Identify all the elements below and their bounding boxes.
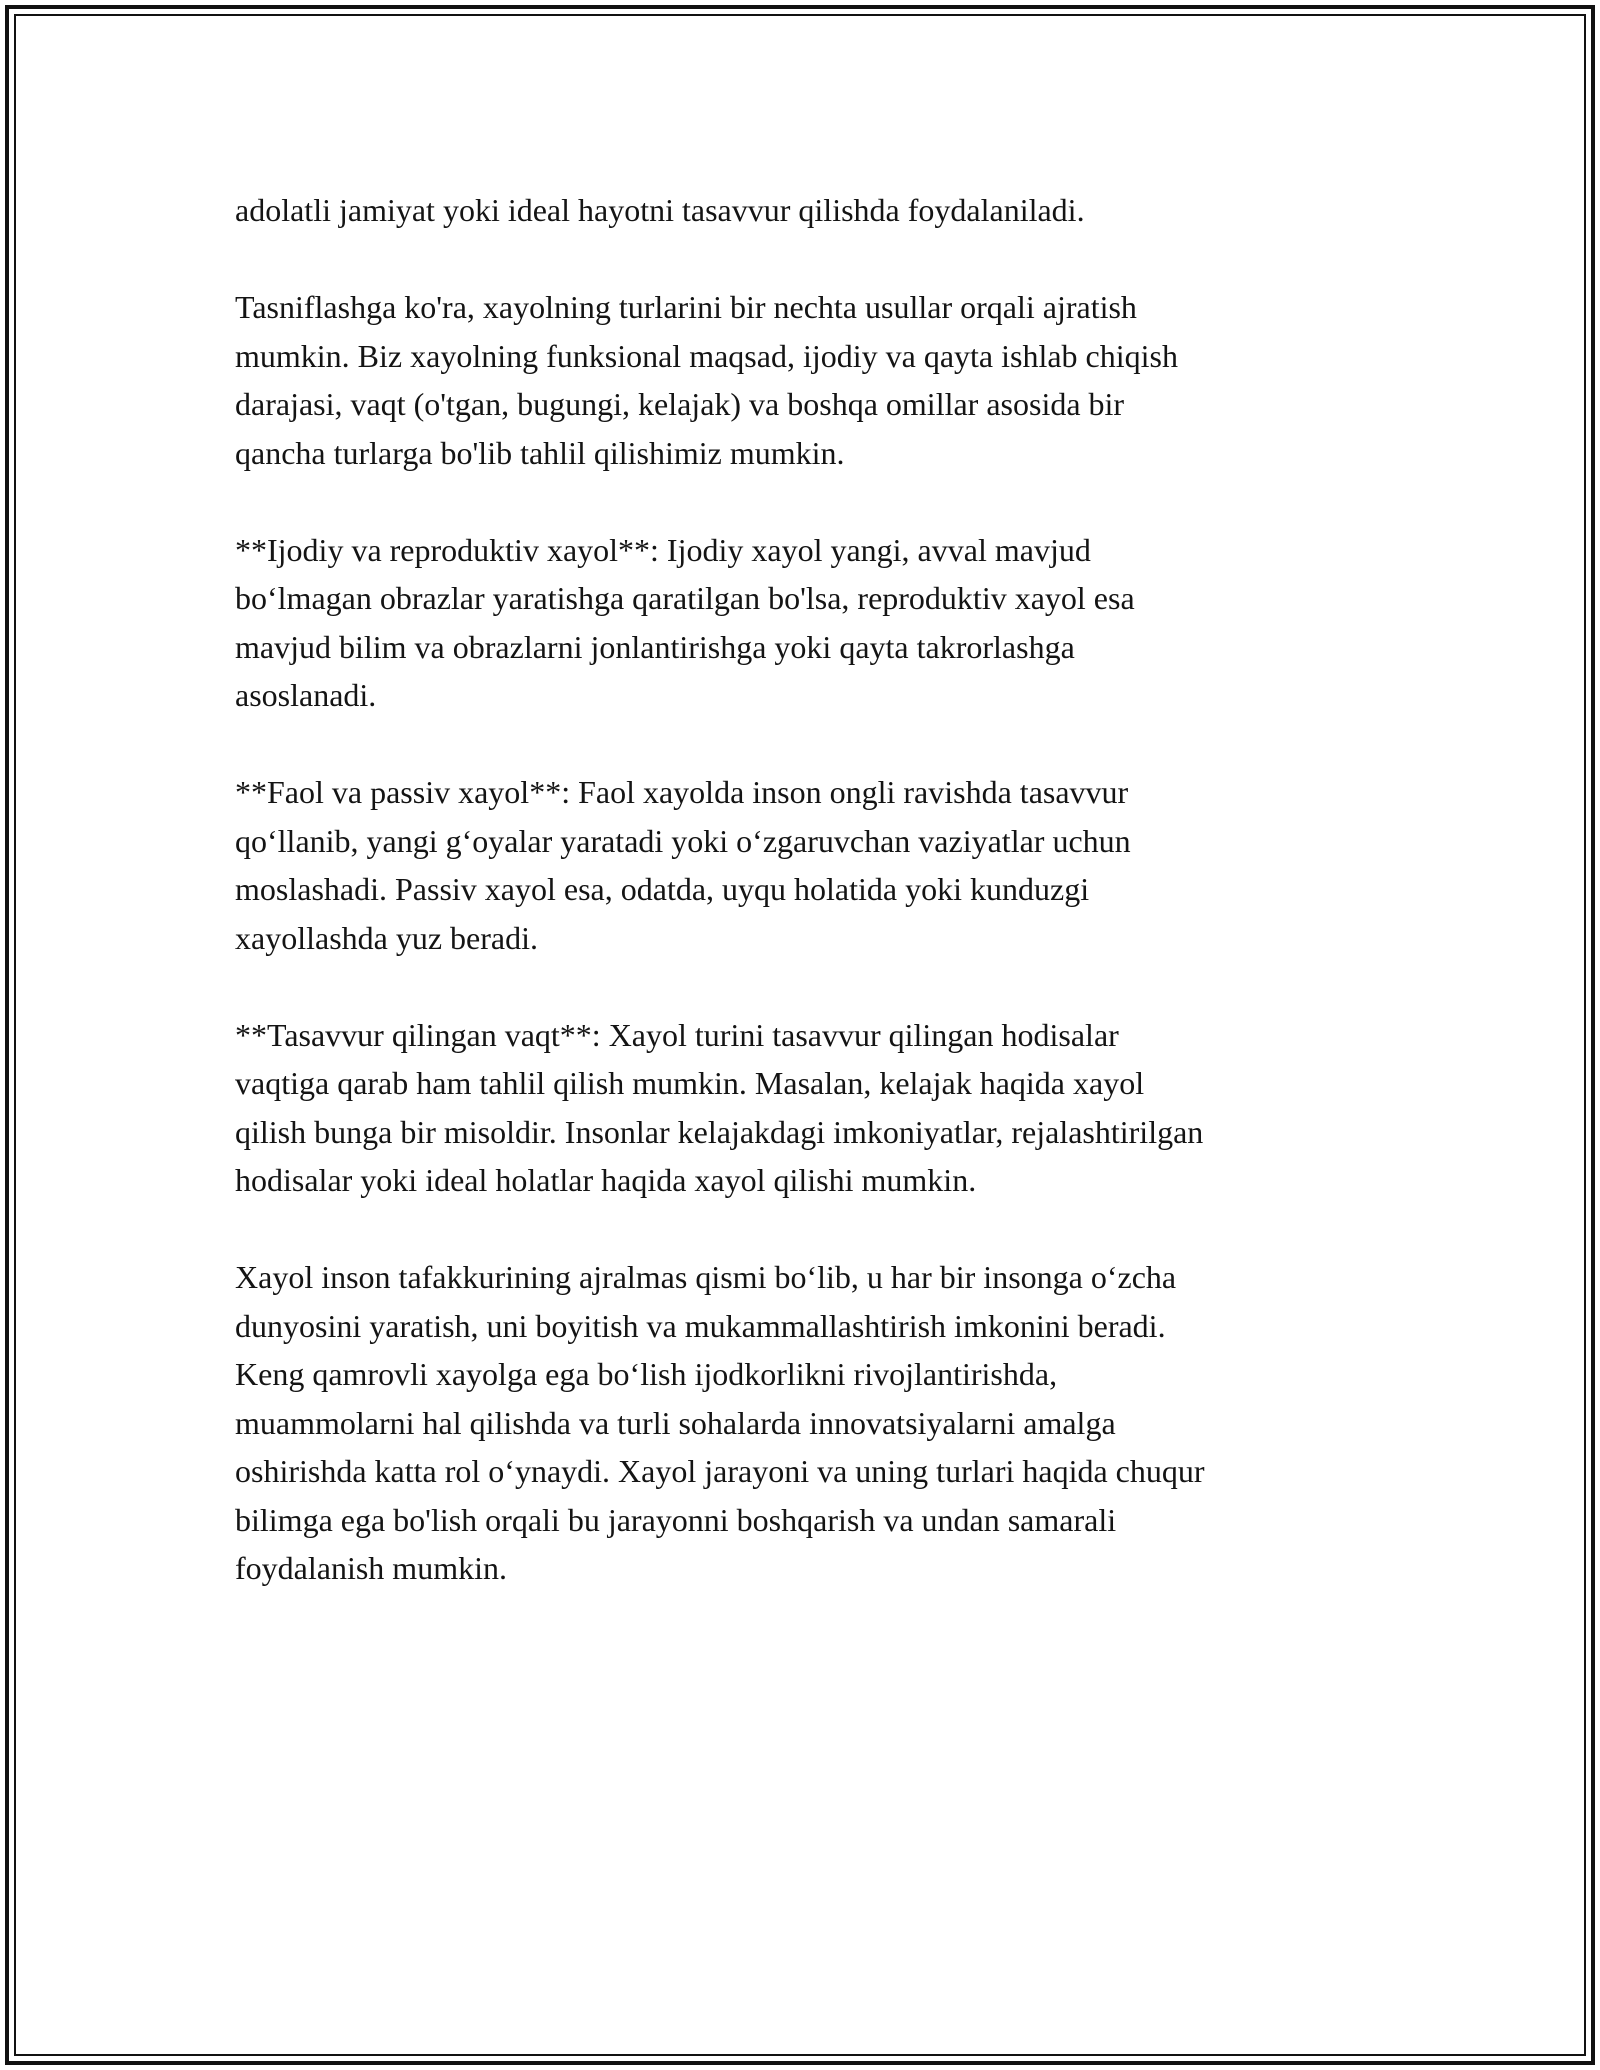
- paragraph-creative-reproductive: **Ijodiy va reproduktiv xayol**: Ijodiy xayol yangi, avval mavjud bo‘lmagan obrazlar yaratishga qaratilgan bo'lsa, reproduktiv xayol esa mavjud bilim va obrazlarni jonlantirishga yoki qayta takrorlashga asoslanadi.: [235, 531, 1135, 713]
- document-body: [235, 186, 1355, 1641]
- paragraph-imagined-time: **Tasavvur qilingan vaqt**: Xayol turini tasavvur qilingan hodisalar vaqtiga qarab ham tahlil qilish mumkin. Masalan, kelajak haqida xayol qilish bunga bir misoldir. Insonlar kelajakdagi imkoniyatlar, rejalashtirilgan hodisalar yoki ideal holatlar haqida xayol qilishi mumkin.: [235, 1016, 1204, 1198]
- paragraph-intro-continuation: adolatli jamiyat yoki ideal hayotni tasavvur qilishda foydalaniladi.: [235, 192, 1085, 228]
- paragraph-active-passive: **Faol va passiv xayol**: Faol xayolda inson ongli ravishda tasavvur qo‘llanib, yangi g‘oyalar yaratadi yoki o‘zgaruvchan vaziyatlar uchun moslashadi. Passiv xayol esa, odatda, uyqu holatida yoki kunduzgi xayollashda yuz beradi.: [235, 774, 1131, 956]
- paragraph-classification: Tasniflashga ko'ra, xayolning turlarini bir nechta usullar orqali ajratish mumkin. Biz xayolning funksional maqsad, ijodiy va qayta ishlab chiqish darajasi, vaqt (o'tgan, bugungi, kelajak) va boshqa omillar asosida bir qancha turlarga bo'lib tahlil qilishimiz mumkin.: [235, 289, 1178, 471]
- paragraph-conclusion: Xayol inson tafakkurining ajralmas qismi bo‘lib, u har bir insonga o‘zcha dunyosini yaratish, uni boyitish va mukammallashtirish imkonini beradi. Keng qamrovli xayolga ega bo‘lish ijodkorlikni rivojlantirishda, muammolarni hal qilishda va turli sohalarda innovatsiyalarni amalga oshirishda katta rol o‘ynaydi. Xayol jarayoni va uning turlari haqida chuqur bilimga ega bo'lish orqali bu jarayonni boshqarish va undan samarali foydalanish mumkin.: [235, 1259, 1205, 1586]
